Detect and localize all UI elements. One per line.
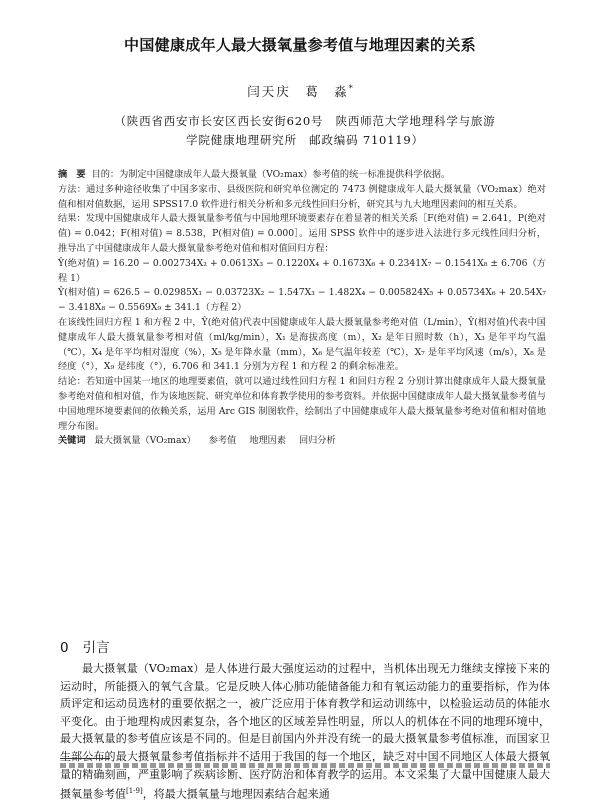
authors [0,82,600,100]
keyword: 回归分析 [298,435,336,447]
abstract-variables: 在该线性回归方程 1 和方程 2 中，Ŷ(绝对值)代表中国健康成年人最大摄氧量参考绝对值（L/min），Ŷ(相对值)代表中国健康成年人最大摄氧量参考相对值（ml/kg/min），X₁ 是海拔高度（m），X₂ 是年日照时数（h），X₃ 是年平均气温（℃），X₄ 是年平均相对湿度（%），X₅ 是年降水量（mm），X₆ 是气温年较差（℃），X₇ 是年平均风速（m/s），X₈ 是经度（°），X₉ 是纬度（°），6.706 和 341.1 分别为方程 1 和方程 2 的剩余标准差。 [58,316,546,373]
abstract-result: 结果：发现中国健康成年人最大摄氧量参考值与中国地理环境要素存在着显著的相关关系［F(绝对值) = 2.641，P(绝对值) = 0.042；F(相对值) = 8.538，P(相对值) = 0.000］。运用 SPSS 软件中的逐步进入法进行多元线性回归分析，推导出了中国健康成年人最大摄氧量参考绝对值和相对值回归方程： [58,213,546,254]
author-names: 闫天庆 葛 淼 [247,84,349,99]
citation: [1-9] [126,787,143,796]
section-title: 引言 [82,640,110,656]
affiliation [80,112,530,150]
introduction-paragraph: 最大摄氧量（VO₂max）是人体进行最大强度运动的过程中，当机体出现无力继续支撑接下来的运动时，所能摄入的氧气含量。它是反映人体心肺功能储备能力和有氧运动能力的重要指标，作为体质评定和运动员选材的重要依据之一，被广泛应用于体育教学和运动训练中，以检验运动员的体能水平变化。由于地理构成因素复杂，各个地区的区域差异性明显，所以人的机体在不同的地理环境中，最大摄氧量的参考值应该是不同的。但是目前国内外并没有统一的最大摄氧量参考值标准，而国家卫生部公布的最大摄氧量参考值指标并不适用于我国的每一个地区，缺乏对中国不同地区人体最大摄氧量的精确刻画，严重影响了疾病诊断、医疗防治和体育教学的运用。本文采集了大量中国健康人最大摄氧量参考值[1-9]，将最大摄氧量与地理因素结合起来通 [60,662,550,801]
regression-equation-2: Ŷ(相对值) = 626.5 − 0.02985X₁ − 0.03723X₂ − 1.547X₃ − 1.482X₄ − 0.005824X₅ + 0.05734X₆ + 20.54X₇ − 3.418X₈ − 0.5569X₉ ± 341.1（方程 2） [58,287,546,314]
keyword: 参考值 [208,435,237,447]
footnote-rule [60,758,110,759]
abstract-objective: 摘 要 目的：为制定中国健康成年人最大摄氧量（VO₂max）参考值的统一标准提供科学依据。 [58,169,451,180]
corresponding-author-mark: * [348,83,353,93]
affiliation-line-1: （陕西省西安市长安区西长安街620号 陕西师范大学地理科学与旅游 [114,114,496,128]
section-number: 0 [60,640,69,656]
keyword: 地理因素 [249,435,287,447]
abstract [58,168,546,449]
regression-equation-1: Ŷ(绝对值) = 16.20 − 0.002734X₂ + 0.0613X₃ − 0.1220X₄ + 0.1673X₆ + 0.2341X₇ − 0.1541X₈ ± 6.706（方程 1） [58,257,546,284]
keywords [58,434,546,449]
keyword: 最大摄氧量（VO₂max） [94,435,196,447]
section-heading-introduction [60,636,110,656]
paper-title: 中国健康成年人最大摄氧量参考值与地理因素的关系 [124,36,476,54]
keywords-label: 关键词 [58,435,86,447]
abstract-conclusion: 结论：若知道中国某一地区的地理要素值，就可以通过线性回归方程 1 和回归方程 2 分别计算出健康成年人最大摄氧量参考绝对值和相对值，作为该地医院、研究单位和体育教学使用的参考资料。并依据中国健康成年人最大摄氧量参考值与中国地理环境要素间的依赖关系，运用 Arc GIS 制图软件，绘制出了中国健康成年人最大摄氧量参考绝对值和相对值地理分布图。 [58,376,546,432]
abstract-method: 方法：通过多种途径收集了中国多家市、县级医院和研究单位测定的 7473 例健康成年人最大摄氧量（VO₂max）绝对值和相对值数据，运用 SPSS17.0 软件进行相关分析和多元线性回归分析，研究其与九大地理因素间的相互关系。 [58,183,546,210]
cropped-footnote-line [60,763,550,768]
affiliation-line-2: 学院健康地理研究所 邮政编码 710119） [186,133,424,147]
abstract-label: 摘 要 [58,169,86,180]
